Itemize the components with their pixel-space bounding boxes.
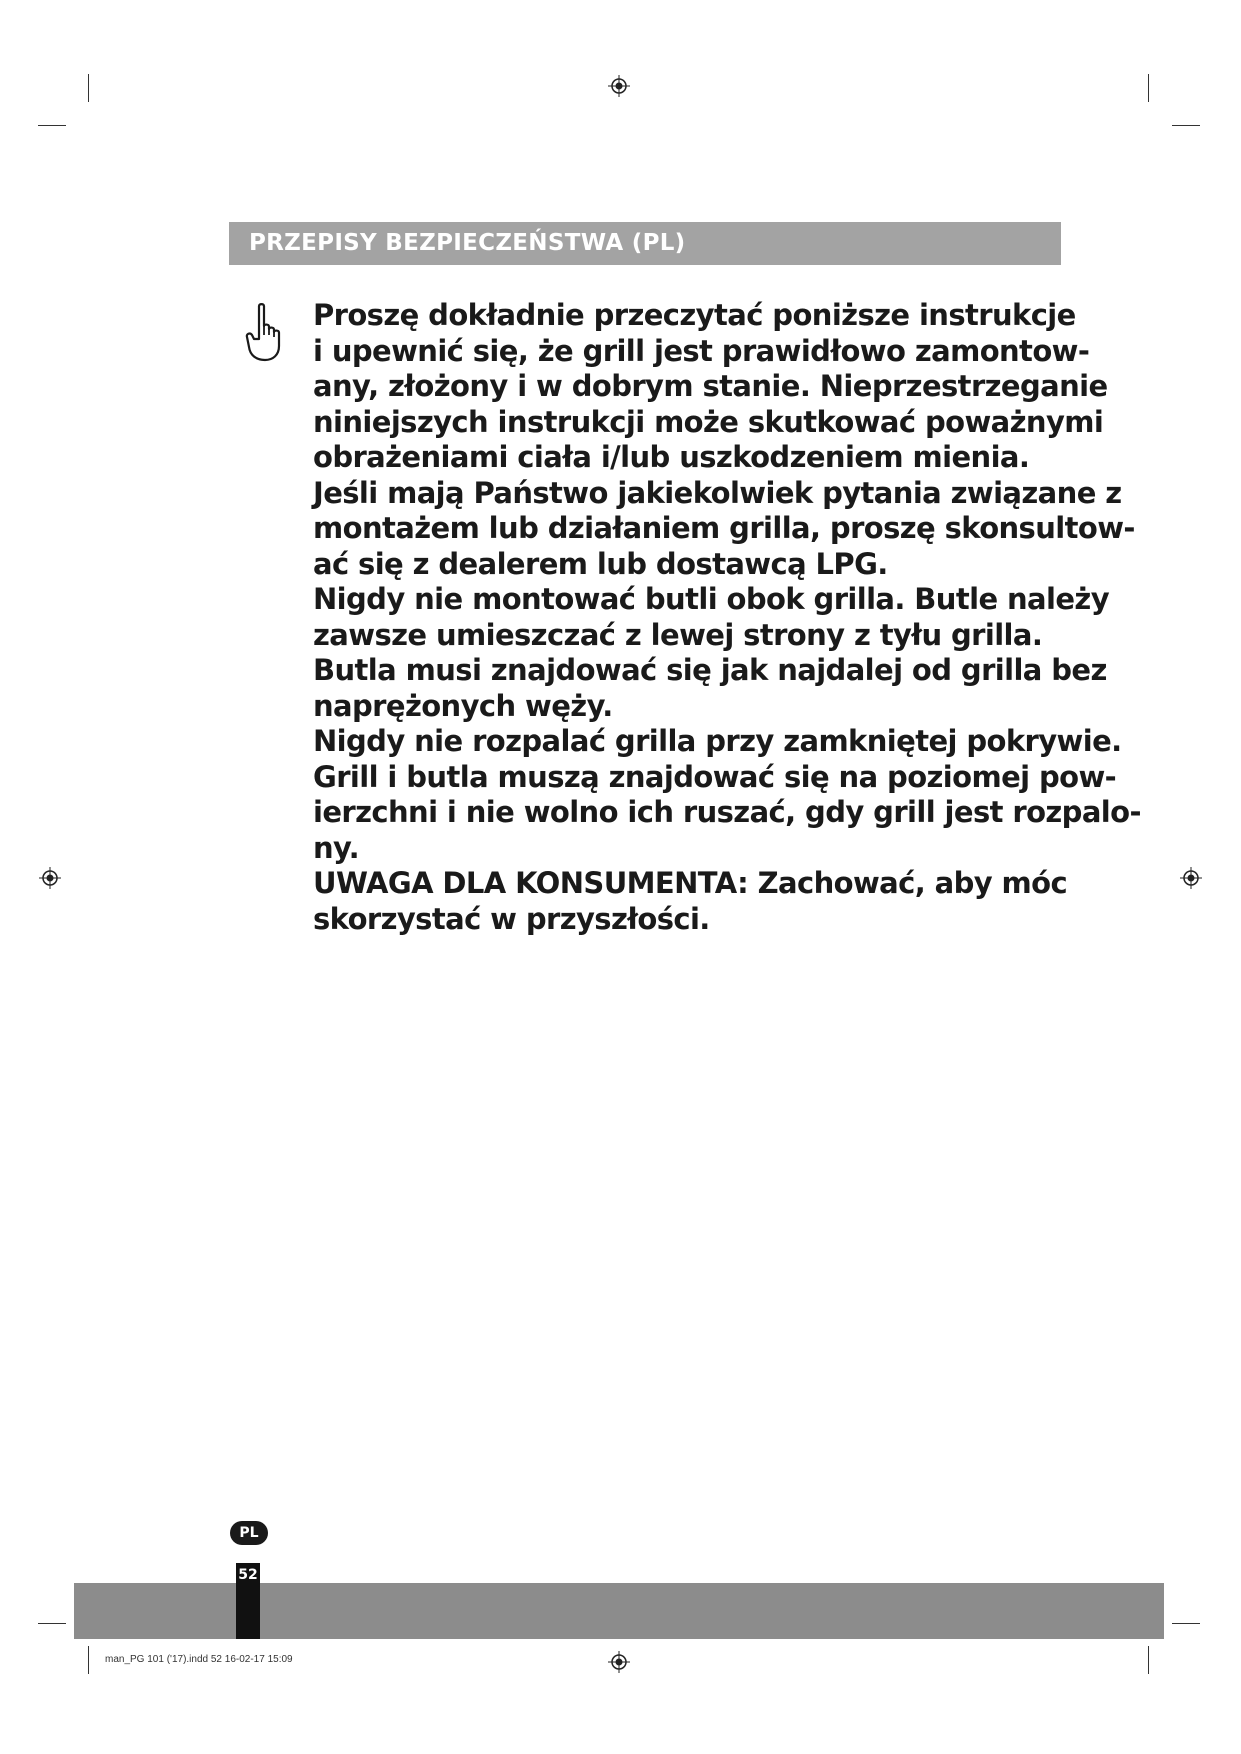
print-slug: man_PG 101 ('17).indd 52 16-02-17 15:09 xyxy=(105,1654,293,1665)
crop-mark-top-left-horizontal xyxy=(38,125,66,126)
crop-mark-top-right-horizontal xyxy=(1172,125,1200,126)
text-line: i upewnić się, że grill jest prawidłowo zamontow- xyxy=(313,333,1090,368)
text-line: Nigdy nie montować butli obok grilla. Butle należy xyxy=(313,582,1110,616)
section-header xyxy=(229,222,1061,265)
crop-mark-top-right-vertical xyxy=(1148,74,1149,102)
hand-pointing-up-icon xyxy=(243,302,283,364)
text-line: ny. xyxy=(313,830,360,865)
crop-mark-bottom-right-horizontal xyxy=(1172,1623,1200,1624)
text-line: montażem lub działaniem grilla, proszę skonsultow- xyxy=(313,511,1135,545)
text-line: any, złożony i w dobrym stanie. Nieprzestrzeganie xyxy=(313,369,1108,403)
text-line: Nigdy nie rozpalać grilla przy zamkniętej pokrywie. xyxy=(313,724,1122,758)
text-line: Proszę dokładnie przeczytać poniższe instrukcje xyxy=(313,298,1076,332)
safety-instructions xyxy=(313,298,1141,937)
crop-mark-top-left-vertical xyxy=(88,74,89,102)
text-line: UWAGA DLA KONSUMENTA: Zachować, aby móc xyxy=(313,866,1068,900)
registration-mark-icon xyxy=(39,867,61,889)
text-line: skorzystać w przyszłości. xyxy=(313,901,710,936)
section-title: PRZEPISY BEZPIECZEŃSTWA (PL) xyxy=(249,230,686,256)
registration-mark-icon xyxy=(608,75,630,97)
text-line: Grill i butla muszą znajdować się na poziomej pow- xyxy=(313,759,1117,794)
registration-mark-icon xyxy=(1180,867,1202,889)
text-line: Butla musi znajdować się jak najdalej od grilla bez xyxy=(313,653,1107,687)
crop-mark-bottom-right-vertical xyxy=(1148,1646,1149,1674)
text-line: naprężonych węży. xyxy=(313,688,613,723)
text-line: niniejszych instrukcji może skutkować poważnymi xyxy=(313,404,1104,439)
crop-mark-bottom-left-vertical xyxy=(88,1646,89,1674)
text-line: ierzchni i nie wolno ich ruszać, gdy grill jest rozpalo- xyxy=(313,795,1141,829)
text-line: ać się z dealerem lub dostawcą LPG. xyxy=(313,546,888,581)
text-line: obrażeniami ciała i/lub uszkodzeniem mienia. xyxy=(313,440,1030,474)
text-line: zawsze umieszczać z lewej strony z tyłu grilla. xyxy=(313,617,1043,652)
crop-mark-bottom-left-horizontal xyxy=(38,1623,66,1624)
page-number: 52 xyxy=(238,1567,258,1583)
language-badge: PL xyxy=(230,1521,268,1545)
registration-mark-icon xyxy=(608,1651,630,1673)
text-line: Jeśli mają Państwo jakiekolwiek pytania związane z xyxy=(313,475,1122,510)
